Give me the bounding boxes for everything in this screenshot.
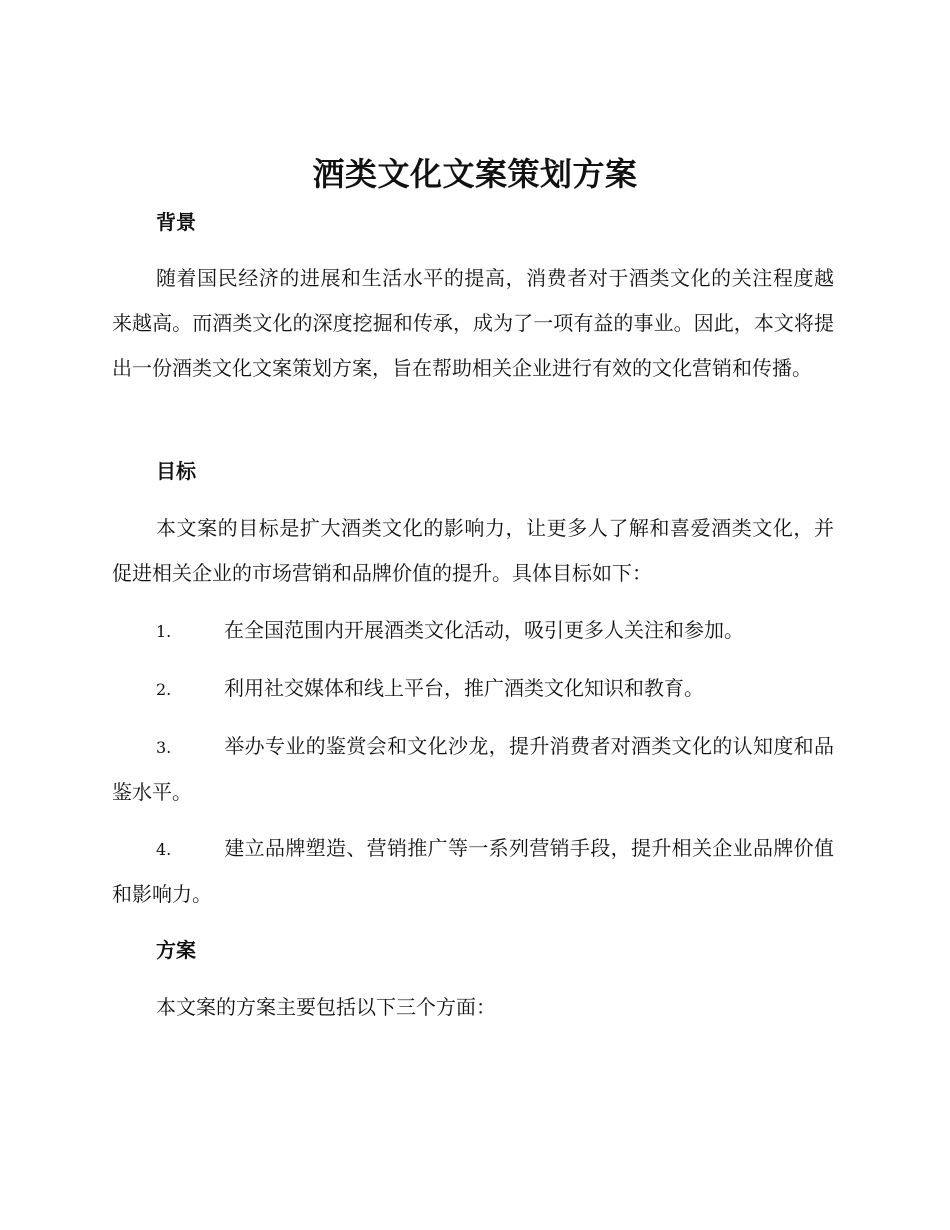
goal-list-item (112, 666, 834, 712)
list-number: 3. (156, 738, 172, 757)
list-item-text: 利用社交媒体和线上平台，推广酒类文化知识和教育。 (224, 676, 704, 700)
goal-list-item (112, 724, 834, 815)
page-title: 酒类文化文案策划方案 (312, 155, 638, 193)
section-heading-goals: 目标 (156, 459, 196, 483)
list-number: 4. (156, 840, 172, 859)
list-number: 2. (156, 680, 172, 699)
goals-paragraph: 本文案的目标是扩大酒类文化的影响力，让更多人了解和喜爱酒类文化，并促进相关企业的市场营销和品牌价值的提升。具体目标如下： (112, 516, 834, 585)
list-item-text: 在全国范围内开展酒类文化活动，吸引更多人关注和参加。 (224, 618, 744, 642)
section-heading-background: 背景 (156, 210, 196, 234)
goal-list-item (112, 608, 834, 654)
list-item-text: 建立品牌塑造、营销推广等一系列营销手段，提升相关企业品牌价值和影响力。 (112, 836, 834, 906)
list-number: 1. (156, 622, 172, 641)
plan-paragraph: 本文案的方案主要包括以下三个方面： (156, 995, 496, 1019)
background-paragraph: 随着国民经济的进展和生活水平的提高，消费者对于酒类文化的关注程度越来越高。而酒类文化的深度挖掘和传承，成为了一项有益的事业。因此，本文将提出一份酒类文化文案策划方案，旨在帮助相关企业进行有效的文化营销和传播。 (112, 266, 834, 380)
list-item-text: 举办专业的鉴赏会和文化沙龙，提升消费者对酒类文化的认知度和品鉴水平。 (112, 734, 834, 804)
section-heading-plan: 方案 (156, 938, 196, 962)
goal-list-item (112, 826, 834, 917)
